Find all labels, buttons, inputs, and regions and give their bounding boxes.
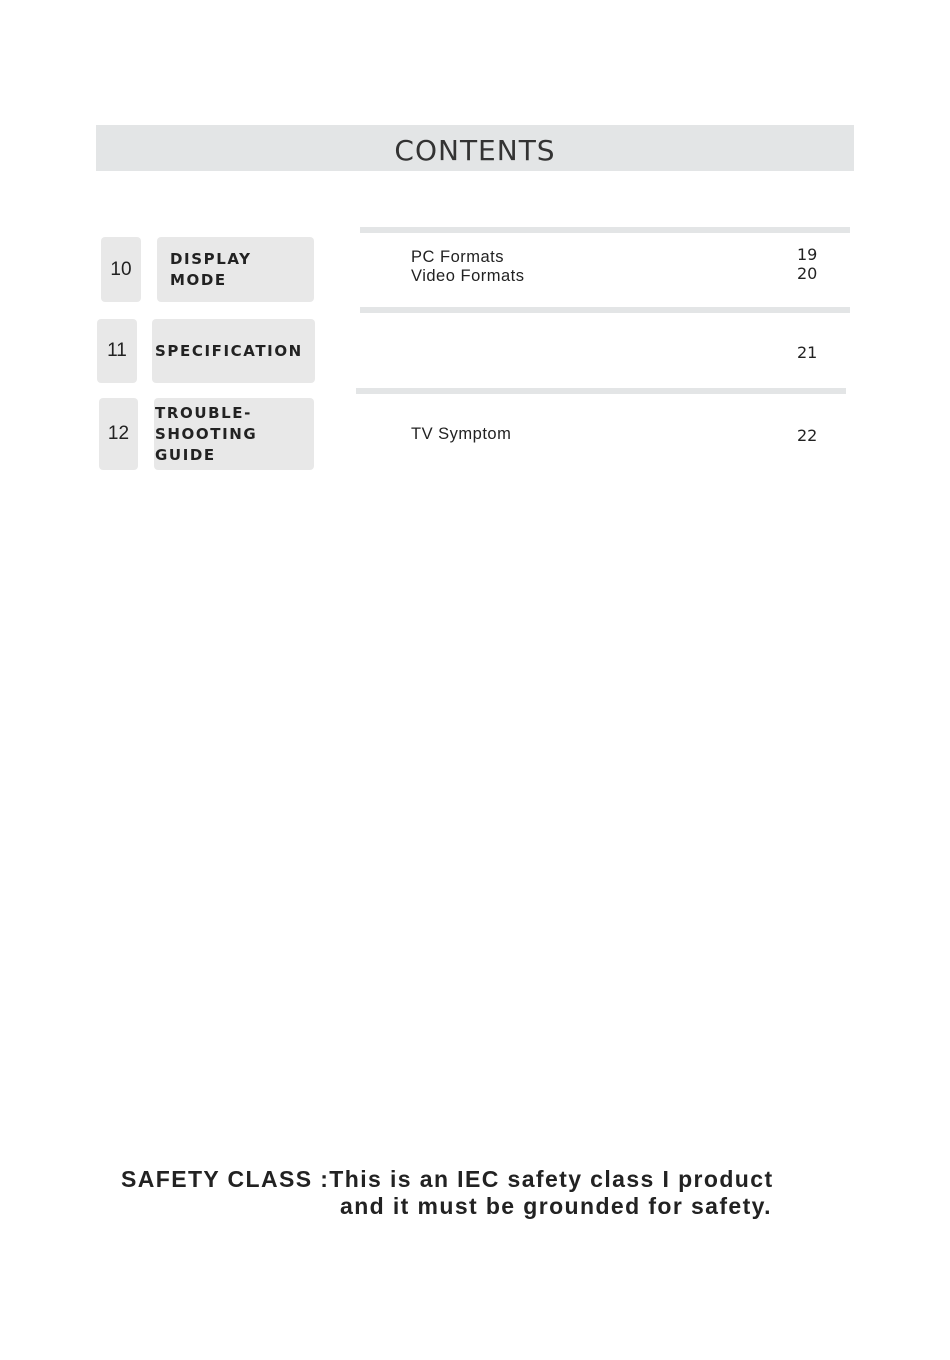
section-label: TROUBLE- SHOOTING GUIDE [155,403,258,464]
contents-header [96,125,854,171]
page-number: 22 [797,426,818,445]
divider [360,307,850,313]
page-title: CONTENTS [394,133,556,167]
section-label: DISPLAY MODE [170,249,252,289]
page-number: 19 [797,245,818,264]
page-number: 21 [797,343,818,362]
safety-class-note-line2: and it must be grounded for safety. [340,1193,772,1219]
page-number: 20 [797,264,818,283]
section-label-troubleshooting-guide[interactable] [154,398,314,470]
section-number: 12 [99,398,138,470]
divider [356,388,846,394]
toc-entry-pc-formats[interactable]: PC Formats [411,248,505,266]
safety-class-note-line1: SAFETY CLASS :This is an IEC safety class I product [121,1166,774,1192]
toc-entry-tv-symptom[interactable]: TV Symptom [411,425,512,443]
toc-entry-video-formats[interactable]: Video Formats [411,267,525,285]
section-label-specification[interactable] [152,319,315,383]
section-number: 11 [97,319,137,383]
section-label: SPECIFICATION [155,341,303,360]
divider [360,227,850,233]
section-number: 10 [101,237,141,302]
section-label-display-mode[interactable] [157,237,314,302]
